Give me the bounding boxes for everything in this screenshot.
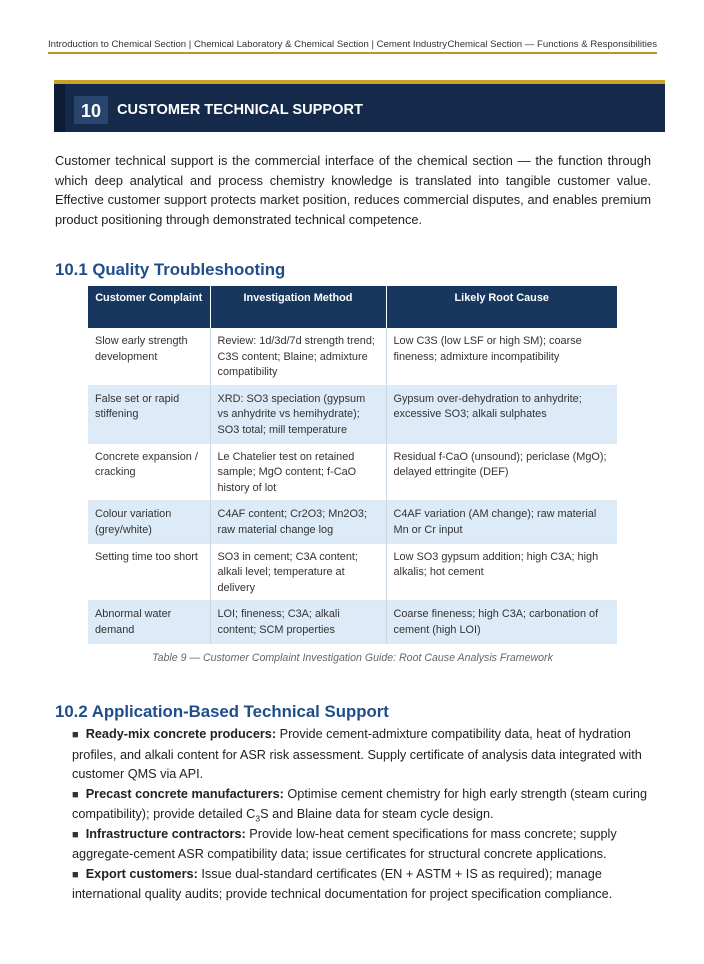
table-cell: SO3 in cement; C3A content; alkali level; temperature at delivery — [210, 543, 386, 601]
square-bullet-icon: ■ — [72, 788, 79, 801]
table-caption: Table 9 — Customer Complaint Investigation Guide: Root Cause Analysis Framework — [152, 652, 553, 664]
list-item-text: Issue dual-standard certificates (EN + ASTM + IS as required); manage international quality audits; provide technical documentation for project specification compliance. — [72, 866, 613, 901]
table-cell: C4AF variation (AM change); raw material Mn or Cr input — [386, 501, 617, 543]
table-cell: Low SO3 gypsum addition; high C3A; high alkalis; hot cement — [386, 543, 617, 601]
table-cell: Gypsum over-dehydration to anhydrite; excessive SO3; alkali sulphates — [386, 385, 617, 443]
table-cell: Colour variation (grey/white) — [88, 501, 210, 543]
table-cell: Coarse fineness; high C3A; carbonation of cement (high LOI) — [386, 601, 617, 643]
header-rule — [48, 52, 657, 54]
table-row — [88, 601, 617, 643]
application-support-list — [72, 725, 652, 905]
list-item — [72, 825, 652, 865]
table-cell: Low C3S (low LSF or high SM); coarse fineness; admixture incompatibility — [386, 328, 617, 385]
table-cell: C4AF content; Cr2O3; Mn2O3; raw material change log — [210, 501, 386, 543]
subscript: 3 — [255, 813, 261, 824]
table-cell: Setting time too short — [88, 543, 210, 601]
table-cell: Concrete expansion / cracking — [88, 443, 210, 501]
section-heading-quality-troubleshooting: 10.1 Quality Troubleshooting — [55, 260, 286, 279]
banner-stripe — [54, 84, 65, 132]
table-header-cell: Customer Complaint — [88, 286, 210, 328]
table-cell: XRD: SO3 speciation (gypsum vs anhydrite vs hemihydrate); SO3 total; mill temperature — [210, 385, 386, 443]
chapter-title: CUSTOMER TECHNICAL SUPPORT — [117, 102, 363, 118]
complaint-investigation-table — [88, 286, 617, 644]
table-header-cell: Investigation Method — [210, 286, 386, 328]
list-item — [72, 865, 652, 905]
table-row — [88, 385, 617, 443]
list-item — [72, 725, 652, 785]
running-header-left: Introduction to Chemical Section | Chemical Laboratory & Chemical Section | Cement Industry — [48, 39, 448, 50]
table-cell: Slow early strength development — [88, 328, 210, 385]
chapter-banner — [54, 80, 665, 132]
table-cell: Residual f-CaO (unsound); periclase (MgO); delayed ettringite (DEF) — [386, 443, 617, 501]
list-item-text: Provide low-heat cement specifications for mass concrete; supply aggregate-cement ASR compatibility data; issue certificates for structural concrete applications. — [72, 826, 617, 861]
table-cell: Le Chatelier test on retained sample; MgO content; f-CaO history of lot — [210, 443, 386, 501]
table-header-row — [88, 286, 617, 328]
table-cell: LOI; fineness; C3A; alkali content; SCM properties — [210, 601, 386, 643]
table-cell: Review: 1d/3d/7d strength trend; C3S content; Blaine; admixture compatibility — [210, 328, 386, 385]
table-row — [88, 328, 617, 385]
table-row — [88, 543, 617, 601]
square-bullet-icon: ■ — [72, 729, 79, 741]
list-item — [72, 785, 652, 825]
table-row — [88, 443, 617, 501]
square-bullet-icon: ■ — [72, 868, 79, 881]
list-item-label: Ready-mix concrete producers: — [85, 727, 277, 741]
section-heading-application-support: 10.2 Application-Based Technical Support — [55, 702, 389, 721]
list-item-text: Provide cement-admixture compatibility data, heat of hydration profiles, and alkali content for ASR risk assessment. Supply certificate of analysis data integrated with customer QMS via API. — [72, 727, 642, 781]
running-header-right: Chemical Section — Functions & Responsibilities — [447, 39, 657, 50]
intro-paragraph: Customer technical support is the commercial interface of the chemical section — the function through which deep analytical and process chemistry knowledge is translated into tangible customer value. Effective customer support protects market position, reduces commercial disputes, and enables premium product positioning through demonstrated technical competence. — [55, 153, 651, 228]
table-cell: Abnormal water demand — [88, 601, 210, 643]
list-item-text: S and Blaine data for steam cycle design. — [260, 807, 494, 821]
table-row — [88, 501, 617, 543]
list-item-text: Optimise cement chemistry for high early strength (steam curing compatibility); provide detailed C — [72, 786, 648, 821]
list-item-label: Export customers: — [85, 866, 198, 881]
table-cell: False set or rapid stiffening — [88, 385, 210, 443]
table-header-cell: Likely Root Cause — [386, 286, 617, 328]
chapter-number: 10 — [74, 96, 108, 124]
list-item-label: Infrastructure contractors: — [85, 826, 246, 841]
square-bullet-icon: ■ — [72, 828, 79, 841]
list-item-label: Precast concrete manufacturers: — [85, 786, 284, 801]
running-header — [48, 39, 657, 50]
